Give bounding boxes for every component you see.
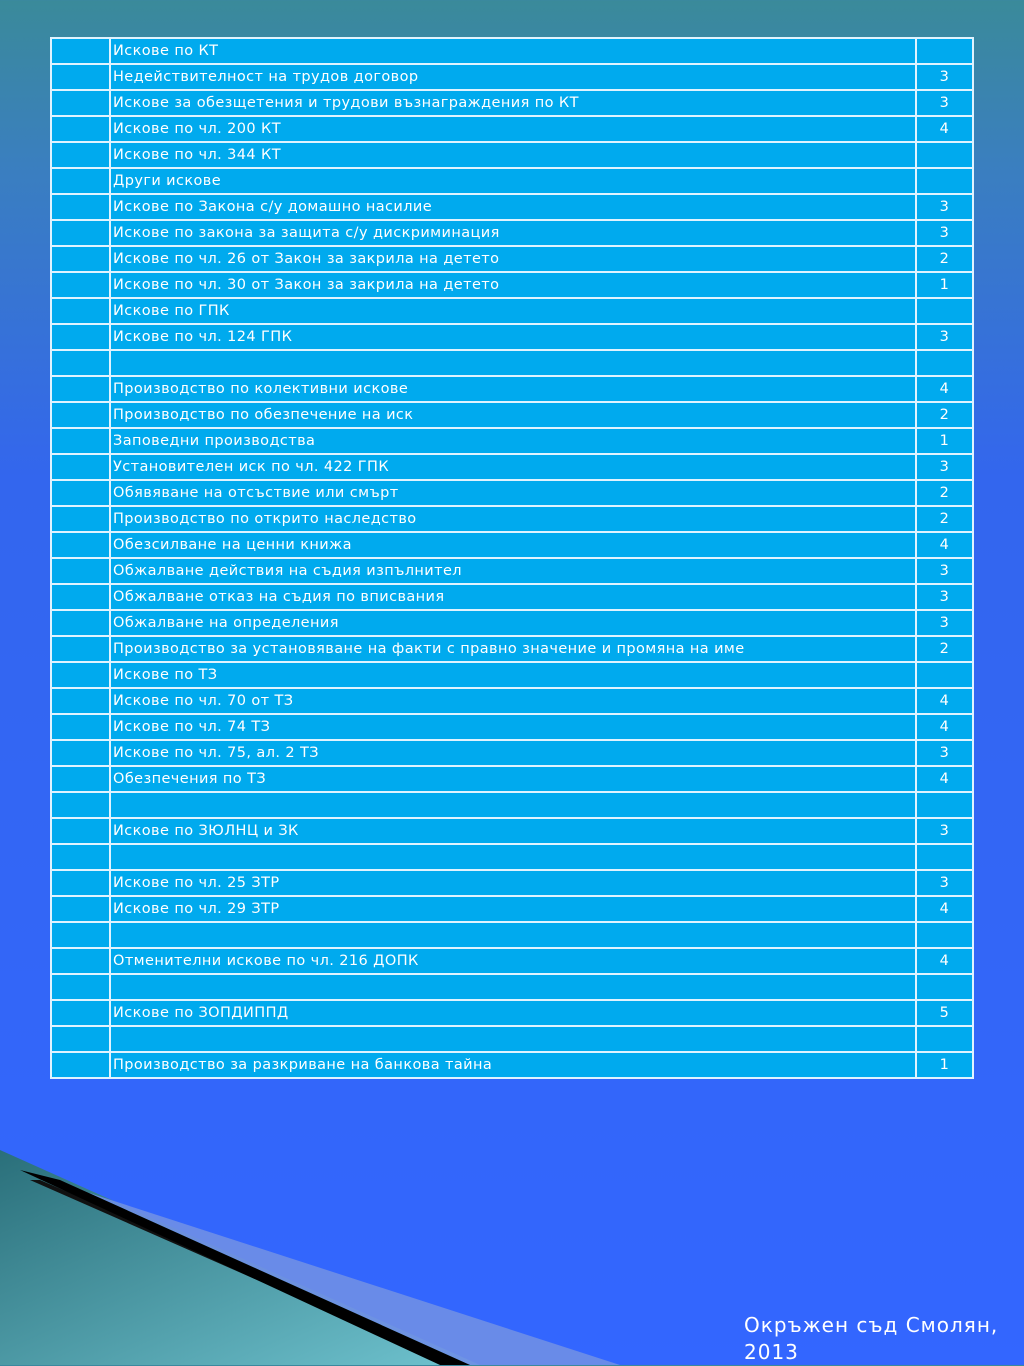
- row-index-cell: [51, 740, 110, 766]
- row-index-cell: [51, 870, 110, 896]
- case-type-cell: [110, 922, 916, 948]
- table-row: [51, 480, 973, 506]
- table-row: [51, 610, 973, 636]
- case-type-cell: Установителен иск по чл. 422 ГПК: [110, 454, 916, 480]
- row-index-cell: [51, 714, 110, 740]
- case-count-cell: 3: [916, 740, 973, 766]
- row-index-cell: [51, 662, 110, 688]
- row-index-cell: [51, 584, 110, 610]
- table-row: [51, 168, 973, 194]
- case-count-cell: [916, 662, 973, 688]
- case-type-cell: [110, 1026, 916, 1052]
- row-index-cell: [51, 402, 110, 428]
- row-index-cell: [51, 142, 110, 168]
- row-index-cell: [51, 766, 110, 792]
- table-row: [51, 220, 973, 246]
- row-index-cell: [51, 64, 110, 90]
- case-type-cell: Обезпечения по ТЗ: [110, 766, 916, 792]
- row-index-cell: [51, 818, 110, 844]
- table-row: [51, 818, 973, 844]
- case-count-cell: 3: [916, 558, 973, 584]
- case-count-cell: 1: [916, 272, 973, 298]
- case-count-cell: 3: [916, 324, 973, 350]
- row-index-cell: [51, 844, 110, 870]
- case-type-cell: [110, 350, 916, 376]
- table-row: [51, 766, 973, 792]
- case-count-cell: 3: [916, 870, 973, 896]
- row-index-cell: [51, 948, 110, 974]
- table-row: [51, 1000, 973, 1026]
- case-type-cell: Искове по чл. 75, ал. 2 ТЗ: [110, 740, 916, 766]
- case-count-cell: 2: [916, 246, 973, 272]
- table-row: [51, 298, 973, 324]
- case-count-cell: [916, 792, 973, 818]
- case-type-cell: Обжалване отказ на съдия по вписвания: [110, 584, 916, 610]
- case-type-cell: Обжалване действия на съдия изпълнител: [110, 558, 916, 584]
- case-count-cell: 1: [916, 1052, 973, 1078]
- case-count-cell: 3: [916, 584, 973, 610]
- case-count-cell: 4: [916, 766, 973, 792]
- case-type-cell: Искове по ТЗ: [110, 662, 916, 688]
- row-index-cell: [51, 38, 110, 64]
- case-type-cell: Искове по чл. 29 ЗТР: [110, 896, 916, 922]
- case-type-cell: Искове по чл. 26 от Закон за закрила на детето: [110, 246, 916, 272]
- table-row: [51, 142, 973, 168]
- table-row: [51, 974, 973, 1000]
- case-count-cell: 3: [916, 194, 973, 220]
- case-count-cell: 3: [916, 818, 973, 844]
- table-row: [51, 844, 973, 870]
- row-index-cell: [51, 454, 110, 480]
- case-type-cell: Искове по ЗОПДИППД: [110, 1000, 916, 1026]
- case-count-cell: [916, 922, 973, 948]
- row-index-cell: [51, 168, 110, 194]
- case-type-cell: Производство за установяване на факти с правно значение и промяна на име: [110, 636, 916, 662]
- table-row: [51, 740, 973, 766]
- case-type-cell: Производство по открито наследство: [110, 506, 916, 532]
- table-row: [51, 896, 973, 922]
- case-type-cell: Обжалване на определения: [110, 610, 916, 636]
- case-count-cell: 4: [916, 376, 973, 402]
- row-index-cell: [51, 974, 110, 1000]
- table-row: [51, 1052, 973, 1078]
- table-row: [51, 1026, 973, 1052]
- row-index-cell: [51, 922, 110, 948]
- case-count-cell: [916, 168, 973, 194]
- cases-table-container: [50, 37, 974, 1079]
- row-index-cell: [51, 350, 110, 376]
- case-type-cell: [110, 974, 916, 1000]
- row-index-cell: [51, 194, 110, 220]
- case-count-cell: 3: [916, 64, 973, 90]
- table-row: [51, 662, 973, 688]
- case-count-cell: 4: [916, 116, 973, 142]
- case-count-cell: [916, 1026, 973, 1052]
- decorative-corner-stripes: [0, 1140, 620, 1365]
- case-count-cell: 1: [916, 428, 973, 454]
- case-type-cell: Производство по обезпечение на иск: [110, 402, 916, 428]
- row-index-cell: [51, 246, 110, 272]
- row-index-cell: [51, 1026, 110, 1052]
- case-type-cell: Искове по чл. 344 КТ: [110, 142, 916, 168]
- table-row: [51, 948, 973, 974]
- row-index-cell: [51, 792, 110, 818]
- case-type-cell: Производство за разкриване на банкова тайна: [110, 1052, 916, 1078]
- case-count-cell: 2: [916, 480, 973, 506]
- row-index-cell: [51, 324, 110, 350]
- table-row: [51, 38, 973, 64]
- table-row: [51, 402, 973, 428]
- case-type-cell: Искове по чл. 30 от Закон за закрила на детето: [110, 272, 916, 298]
- row-index-cell: [51, 480, 110, 506]
- row-index-cell: [51, 90, 110, 116]
- row-index-cell: [51, 272, 110, 298]
- case-count-cell: 4: [916, 714, 973, 740]
- cases-table-body: [51, 38, 973, 1078]
- case-type-cell: Искове по закона за защита с/у дискриминация: [110, 220, 916, 246]
- case-type-cell: Искове по Закона с/у домашно насилие: [110, 194, 916, 220]
- case-type-cell: Искове по ГПК: [110, 298, 916, 324]
- case-count-cell: 3: [916, 90, 973, 116]
- case-type-cell: Искове по КТ: [110, 38, 916, 64]
- table-row: [51, 636, 973, 662]
- case-count-cell: [916, 350, 973, 376]
- table-row: [51, 194, 973, 220]
- case-count-cell: [916, 142, 973, 168]
- case-type-cell: Искове по чл. 200 КТ: [110, 116, 916, 142]
- case-type-cell: Искове по ЗЮЛНЦ и ЗК: [110, 818, 916, 844]
- table-row: [51, 376, 973, 402]
- table-row: [51, 90, 973, 116]
- case-type-cell: Искове за обезщетения и трудови възнаграждения по КТ: [110, 90, 916, 116]
- case-count-cell: 3: [916, 454, 973, 480]
- table-row: [51, 246, 973, 272]
- row-index-cell: [51, 636, 110, 662]
- case-count-cell: [916, 974, 973, 1000]
- row-index-cell: [51, 428, 110, 454]
- row-index-cell: [51, 116, 110, 142]
- case-count-cell: 2: [916, 506, 973, 532]
- table-row: [51, 688, 973, 714]
- case-type-cell: Искове по чл. 124 ГПК: [110, 324, 916, 350]
- table-row: [51, 584, 973, 610]
- table-row: [51, 272, 973, 298]
- case-count-cell: [916, 38, 973, 64]
- row-index-cell: [51, 220, 110, 246]
- case-count-cell: 5: [916, 1000, 973, 1026]
- case-type-cell: [110, 792, 916, 818]
- table-row: [51, 64, 973, 90]
- row-index-cell: [51, 558, 110, 584]
- row-index-cell: [51, 532, 110, 558]
- case-type-cell: Отменителни искове по чл. 216 ДОПК: [110, 948, 916, 974]
- row-index-cell: [51, 610, 110, 636]
- case-count-cell: 4: [916, 948, 973, 974]
- table-row: [51, 714, 973, 740]
- table-row: [51, 922, 973, 948]
- case-count-cell: 4: [916, 896, 973, 922]
- case-count-cell: 4: [916, 688, 973, 714]
- table-row: [51, 324, 973, 350]
- case-count-cell: 2: [916, 636, 973, 662]
- row-index-cell: [51, 298, 110, 324]
- cases-table: [50, 37, 974, 1079]
- row-index-cell: [51, 688, 110, 714]
- case-type-cell: [110, 844, 916, 870]
- case-count-cell: [916, 298, 973, 324]
- case-type-cell: Искове по чл. 74 ТЗ: [110, 714, 916, 740]
- table-row: [51, 532, 973, 558]
- case-type-cell: Искове по чл. 25 ЗТР: [110, 870, 916, 896]
- footer-caption: [744, 1312, 998, 1366]
- table-row: [51, 454, 973, 480]
- table-row: [51, 428, 973, 454]
- case-count-cell: [916, 844, 973, 870]
- case-type-cell: Обявяване на отсъствие или смърт: [110, 480, 916, 506]
- case-count-cell: 2: [916, 402, 973, 428]
- row-index-cell: [51, 506, 110, 532]
- row-index-cell: [51, 896, 110, 922]
- footer-court-name: Окръжен съд Смолян,: [744, 1313, 999, 1337]
- table-row: [51, 116, 973, 142]
- row-index-cell: [51, 1000, 110, 1026]
- case-type-cell: Други искове: [110, 168, 916, 194]
- row-index-cell: [51, 376, 110, 402]
- row-index-cell: [51, 1052, 110, 1078]
- case-type-cell: Заповедни производства: [110, 428, 916, 454]
- case-type-cell: Искове по чл. 70 от ТЗ: [110, 688, 916, 714]
- table-row: [51, 506, 973, 532]
- table-row: [51, 558, 973, 584]
- table-row: [51, 792, 973, 818]
- case-type-cell: Недействителност на трудов договор: [110, 64, 916, 90]
- case-type-cell: Производство по колективни искове: [110, 376, 916, 402]
- table-row: [51, 350, 973, 376]
- footer-year: 2013: [744, 1340, 799, 1364]
- case-type-cell: Обезсилване на ценни книжа: [110, 532, 916, 558]
- case-count-cell: 3: [916, 610, 973, 636]
- case-count-cell: 4: [916, 532, 973, 558]
- table-row: [51, 870, 973, 896]
- case-count-cell: 3: [916, 220, 973, 246]
